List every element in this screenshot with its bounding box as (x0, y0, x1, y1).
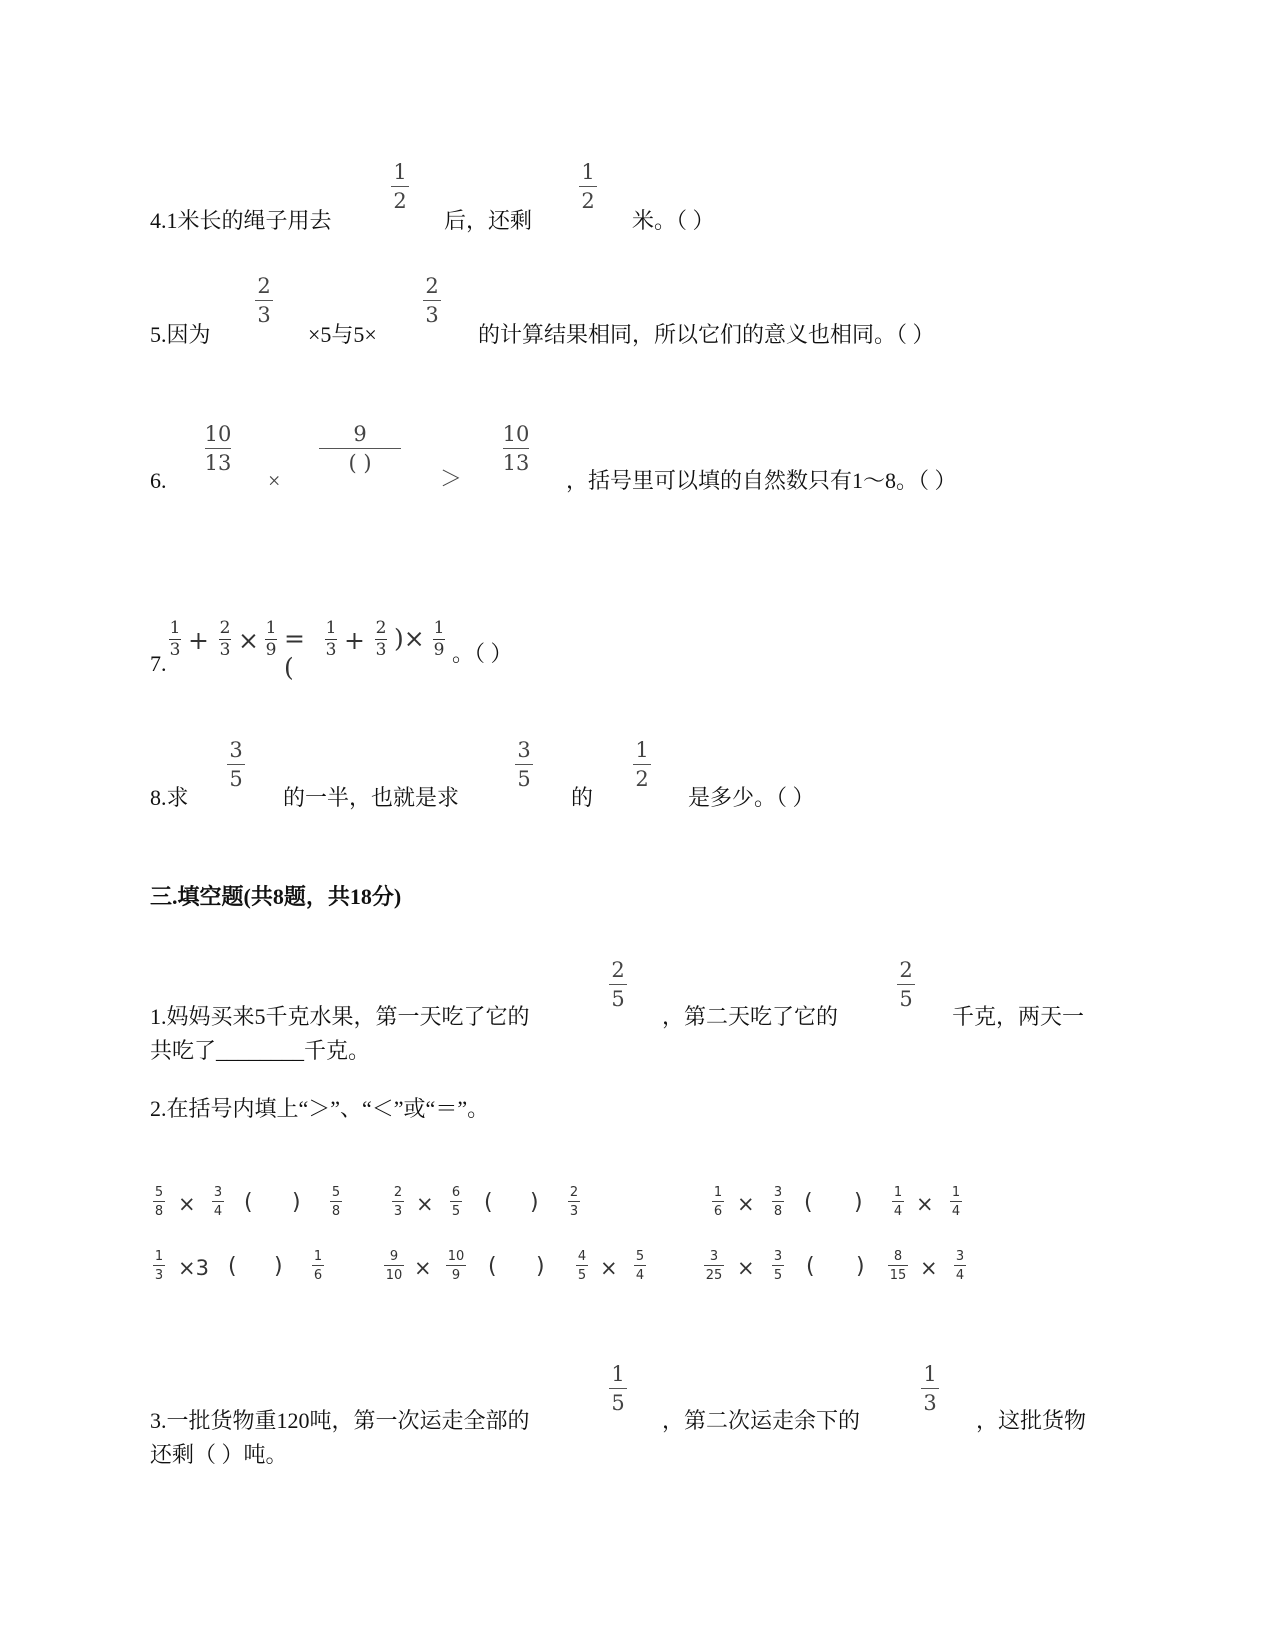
q4-text-c: 米。（ ） (632, 208, 715, 233)
times-sign: × (600, 1256, 618, 1280)
denominator: 13 (204, 451, 232, 475)
small-fraction (626, 1250, 654, 1282)
numerator: 3 (229, 738, 243, 762)
q6-text-a: 6. (150, 468, 167, 493)
numerator: 1 (713, 1185, 723, 1200)
numerator: 2 (899, 958, 913, 982)
times-sign: × (737, 1256, 755, 1280)
blank-open-paren: ( (228, 1254, 237, 1279)
blank-open-paren: ( (806, 1254, 815, 1279)
denominator: 5 (899, 987, 913, 1011)
small-fraction (145, 1250, 173, 1282)
q4-text-b: 后，还剩 (444, 208, 533, 233)
times-sign: × (416, 1192, 434, 1216)
close-paren-times: )× (394, 624, 425, 653)
numerator: 1 (581, 160, 595, 184)
small-fraction (700, 1250, 728, 1282)
numerator: 1 (265, 618, 277, 638)
numerator: 2 (393, 1185, 403, 1200)
denominator: 3 (325, 640, 337, 660)
times-sign: × (178, 1192, 196, 1216)
section-heading: 三.填空题(共8题，共18分) (150, 884, 402, 909)
f3-text-c: ，这批货物 (976, 1408, 1087, 1433)
blank-close-paren: ) (856, 1254, 865, 1279)
f1-fraction-2 (876, 960, 936, 1010)
times-sign: × (414, 1256, 432, 1280)
q8-text-d: 是多少。（ ） (688, 785, 815, 810)
numerator: 10 (502, 422, 530, 446)
denominator: 9 (265, 640, 277, 660)
q6-fraction-3 (486, 424, 546, 474)
numerator: 1 (313, 1249, 323, 1264)
numerator: 3 (517, 738, 531, 762)
denominator: 4 (955, 1268, 965, 1283)
f1-text-b: ，第二天吃了它的 (662, 1004, 839, 1029)
denominator: 4 (951, 1204, 961, 1219)
denominator: 3 (425, 303, 439, 327)
numerator: 1 (393, 160, 407, 184)
denominator: 5 (451, 1204, 461, 1219)
denominator: 2 (581, 189, 595, 213)
small-fraction (764, 1250, 792, 1282)
blank-close-paren: ) (292, 1190, 301, 1215)
denominator: 2 (635, 767, 649, 791)
denominator: 13 (502, 451, 530, 475)
blank-close-paren: ) (530, 1190, 539, 1215)
denominator: 6 (313, 1268, 323, 1283)
numerator: 3 (773, 1185, 783, 1200)
denominator: 8 (773, 1204, 783, 1219)
blank-close-paren: ) (274, 1254, 283, 1279)
small-fraction (380, 1250, 408, 1282)
numerator: 6 (451, 1185, 461, 1200)
denominator: 6 (713, 1204, 723, 1219)
q4-fraction-2 (558, 162, 618, 212)
denominator: 4 (893, 1204, 903, 1219)
q8-text-c: 的 (571, 785, 594, 810)
eq-fraction-4 (322, 620, 340, 659)
denominator: 2 (393, 189, 407, 213)
f1-text-a: 1.妈妈买来5千克水果，第一天吃了它的 (150, 1004, 530, 1029)
denominator: 25 (705, 1268, 723, 1283)
denominator: 3 (257, 303, 271, 327)
denominator: 3 (923, 1391, 937, 1415)
blank-close-paren: ) (536, 1254, 545, 1279)
numerator: 1 (923, 1362, 937, 1386)
eq-fraction-6 (430, 620, 448, 659)
numerator: 2 (611, 958, 625, 982)
denominator: 8 (331, 1204, 341, 1219)
q6-fraction-blank (310, 424, 410, 474)
times-sign: × (916, 1192, 934, 1216)
q6-text-b: ，括号里可以填的自然数只有1～8。（ ） (566, 468, 957, 493)
times-sign: × (920, 1256, 938, 1280)
small-fraction (568, 1250, 596, 1282)
q8-text-a: 8.求 (150, 785, 189, 810)
times-three: ×3 (178, 1256, 209, 1280)
plus-sign: + (344, 626, 365, 655)
numerator: 1 (154, 1249, 164, 1264)
q4-fraction-1 (370, 162, 430, 212)
denominator: 5 (229, 767, 243, 791)
q8-fraction-1 (206, 740, 266, 790)
numerator: 4 (577, 1249, 587, 1264)
numerator: 5 (331, 1185, 341, 1200)
small-fraction (764, 1186, 792, 1218)
f1-fraction-1 (588, 960, 648, 1010)
numerator: 1 (325, 618, 337, 638)
numerator: 10 (447, 1249, 465, 1264)
denominator: 5 (611, 987, 625, 1011)
denominator: 5 (577, 1268, 587, 1283)
eq-fraction-1 (166, 620, 184, 659)
greater-than-sign: ＞ (440, 466, 463, 491)
q5-text-b: ×5与5× (308, 322, 377, 347)
small-fraction (204, 1186, 232, 1218)
numerator: 8 (893, 1249, 903, 1264)
eq-fraction-2 (216, 620, 234, 659)
numerator: 2 (375, 618, 387, 638)
blank-open-paren: ( (804, 1190, 813, 1215)
numerator: 2 (219, 618, 231, 638)
f3-fraction-1 (588, 1364, 648, 1414)
blank-open-paren: ( (484, 1190, 493, 1215)
q6-fraction-1 (188, 424, 248, 474)
f3-line2: 还剩（ ）吨。 (150, 1442, 288, 1467)
denominator: 9 (451, 1268, 461, 1283)
denominator: 3 (569, 1204, 579, 1219)
numerator: 5 (154, 1185, 164, 1200)
numerator: 2 (569, 1185, 579, 1200)
eq-fraction-5 (372, 620, 390, 659)
f3-fraction-2 (900, 1364, 960, 1414)
blank-parentheses: ( ) (348, 451, 372, 475)
numerator: 10 (204, 422, 232, 446)
q5-text-c: 的计算结果相同，所以它们的意义也相同。（ ） (478, 322, 935, 347)
small-fraction (442, 1250, 470, 1282)
f3-text-b: ，第二次运走余下的 (662, 1408, 861, 1433)
numerator: 1 (635, 738, 649, 762)
denominator: 5 (517, 767, 531, 791)
times-sign: × (737, 1192, 755, 1216)
q7-prefix: 7. (150, 651, 167, 676)
small-fraction (946, 1250, 974, 1282)
denominator: 3 (154, 1268, 164, 1283)
denominator: 3 (375, 640, 387, 660)
f1-text-c: 千克，两天一 (952, 1004, 1085, 1029)
numerator: 1 (433, 618, 445, 638)
numerator: 1 (951, 1185, 961, 1200)
q8-fraction-3 (612, 740, 672, 790)
denominator: 3 (219, 640, 231, 660)
small-fraction (322, 1186, 350, 1218)
small-fraction (304, 1250, 332, 1282)
denominator: 4 (635, 1268, 645, 1283)
f2-text: 2.在括号内填上“＞”、“＜”或“＝”。 (150, 1096, 490, 1121)
blank-close-paren: ) (854, 1190, 863, 1215)
q5-fraction-1 (234, 276, 294, 326)
numerator: 3 (709, 1249, 719, 1264)
numerator: 5 (635, 1249, 645, 1264)
plus-sign: + (188, 626, 209, 655)
denominator: 8 (154, 1204, 164, 1219)
q5-fraction-2 (402, 276, 462, 326)
numerator: 1 (893, 1185, 903, 1200)
f1-line2: 共吃了________千克。 (150, 1038, 371, 1063)
q8-text-b: 的一半，也就是求 (283, 785, 460, 810)
f3-text-a: 3.一批货物重120吨，第一次运走全部的 (150, 1408, 530, 1433)
denominator: 3 (169, 640, 181, 660)
small-fraction (884, 1186, 912, 1218)
q4-text-a: 4.1米长的绳子用去 (150, 208, 332, 233)
small-fraction (884, 1250, 912, 1282)
q5-text-a: 5.因为 (150, 322, 211, 347)
blank-open-paren: ( (488, 1254, 497, 1279)
eq-fraction-3 (262, 620, 280, 659)
numerator: 1 (611, 1362, 625, 1386)
denominator: 10 (385, 1268, 403, 1283)
denominator: 4 (213, 1204, 223, 1219)
small-fraction (560, 1186, 588, 1218)
equals-open-paren: =( (284, 624, 305, 682)
numerator: 3 (213, 1185, 223, 1200)
blank-open-paren: ( (244, 1190, 253, 1215)
denominator: 5 (611, 1391, 625, 1415)
numerator: 9 (353, 422, 367, 446)
numerator: 1 (169, 618, 181, 638)
q8-fraction-2 (494, 740, 554, 790)
denominator: 5 (773, 1268, 783, 1283)
small-fraction (704, 1186, 732, 1218)
numerator: 9 (389, 1249, 399, 1264)
numerator: 2 (257, 274, 271, 298)
denominator: 9 (433, 640, 445, 660)
numerator: 3 (955, 1249, 965, 1264)
small-fraction (442, 1186, 470, 1218)
small-fraction (145, 1186, 173, 1218)
q7-suffix: 。（ ） (452, 641, 513, 666)
times-sign: × (238, 626, 259, 655)
denominator: 15 (889, 1268, 907, 1283)
denominator: 3 (393, 1204, 403, 1219)
small-fraction (384, 1186, 412, 1218)
numerator: 2 (425, 274, 439, 298)
small-fraction (942, 1186, 970, 1218)
times-sign: × (268, 468, 281, 493)
numerator: 3 (773, 1249, 783, 1264)
